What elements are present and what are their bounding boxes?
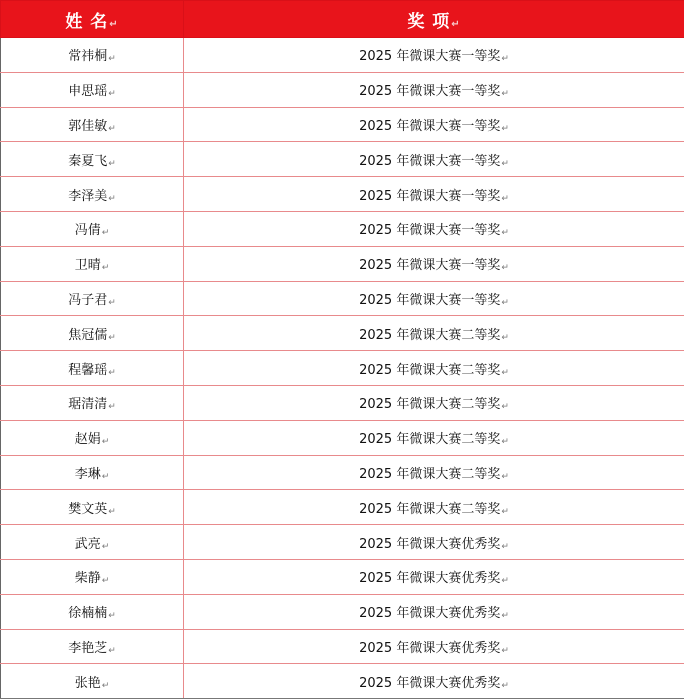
award-cell: [184, 211, 684, 246]
name-cell: [1, 420, 184, 455]
award-text: 2025 年微课大赛优秀奖: [359, 640, 501, 656]
paragraph-mark-icon: ↵: [501, 541, 509, 552]
name-cell: [1, 490, 184, 525]
name-cell: [1, 177, 184, 212]
table-row: [1, 420, 684, 455]
paragraph-mark-icon: ↵: [501, 611, 509, 622]
table-row: [1, 351, 684, 386]
award-column-header: [184, 1, 684, 38]
award-cell: [184, 246, 684, 281]
paragraph-mark-icon: ↵: [101, 228, 110, 239]
name-cell: [1, 455, 184, 490]
award-cell: [184, 351, 684, 386]
paragraph-mark-icon: ↵: [501, 193, 509, 204]
award-cell: [184, 107, 684, 142]
table-row: [1, 142, 684, 177]
winner-name: 焦冠儒: [68, 327, 108, 343]
award-text: 2025 年微课大赛二等奖: [359, 466, 501, 482]
winner-name: 柴静: [74, 571, 101, 587]
name-column-header: [1, 1, 184, 38]
winner-name: 程馨瑶: [68, 362, 108, 378]
table-row: [1, 246, 684, 281]
name-cell: [1, 385, 184, 420]
award-text: 2025 年微课大赛一等奖: [359, 223, 501, 239]
award-text: 2025 年微课大赛一等奖: [359, 118, 501, 134]
award-cell: [184, 455, 684, 490]
winner-name: 赵娟: [74, 432, 101, 448]
award-cell: [184, 420, 684, 455]
paragraph-mark-icon: ↵: [501, 158, 509, 169]
paragraph-mark-icon: ↵: [108, 158, 116, 169]
award-text: 2025 年微课大赛一等奖: [359, 292, 501, 308]
paragraph-mark-icon: ↵: [101, 263, 110, 274]
winner-name: 李艳芝: [68, 640, 108, 656]
paragraph-mark-icon: ↵: [108, 89, 116, 100]
paragraph-mark-icon: ↵: [101, 576, 110, 587]
paragraph-mark-icon: ↵: [101, 471, 110, 482]
paragraph-mark-icon: ↵: [501, 506, 509, 517]
paragraph-mark-icon: ↵: [108, 332, 116, 343]
winner-name: 冯子君: [68, 292, 108, 308]
paragraph-mark-icon: ↵: [101, 541, 110, 552]
winner-name: 徐楠楠: [68, 606, 108, 622]
award-cell: [184, 664, 684, 699]
paragraph-mark-icon: ↵: [501, 123, 509, 134]
table-row: [1, 72, 684, 107]
award-header-label: 奖 项: [407, 11, 451, 32]
name-cell: [1, 525, 184, 560]
winner-name: 琚清清: [68, 397, 108, 413]
paragraph-mark-icon: ↵: [501, 576, 509, 587]
table-row: [1, 177, 684, 212]
name-cell: [1, 351, 184, 386]
winner-name: 李琳: [74, 466, 101, 482]
name-cell: [1, 211, 184, 246]
award-text: 2025 年微课大赛二等奖: [359, 327, 501, 343]
paragraph-mark-icon: ↵: [108, 297, 116, 308]
award-cell: [184, 525, 684, 560]
paragraph-mark-icon: ↵: [501, 89, 509, 100]
paragraph-mark-icon: ↵: [501, 645, 509, 656]
name-cell: [1, 142, 184, 177]
name-cell: [1, 107, 184, 142]
award-cell: [184, 177, 684, 212]
paragraph-mark-icon: ↵: [108, 193, 116, 204]
name-cell: [1, 664, 184, 699]
paragraph-mark-icon: ↵: [108, 506, 116, 517]
paragraph-mark-icon: ↵: [101, 437, 110, 448]
award-text: 2025 年微课大赛一等奖: [359, 49, 501, 65]
table-row: [1, 629, 684, 664]
winner-name: 卫晴: [74, 258, 101, 274]
paragraph-mark-icon: ↵: [501, 263, 509, 274]
winner-name: 武亮: [74, 536, 101, 552]
winner-name: 秦夏飞: [68, 153, 108, 169]
header-row: [1, 1, 684, 38]
name-cell: [1, 629, 184, 664]
paragraph-mark-icon: ↵: [108, 645, 116, 656]
award-text: 2025 年微课大赛二等奖: [359, 501, 501, 517]
table-row: [1, 385, 684, 420]
award-cell: [184, 72, 684, 107]
award-cell: [184, 629, 684, 664]
table-body: [1, 38, 684, 699]
paragraph-mark-icon: ↵: [451, 18, 461, 30]
award-text: 2025 年微课大赛一等奖: [359, 258, 501, 274]
award-text: 2025 年微课大赛一等奖: [359, 153, 501, 169]
paragraph-mark-icon: ↵: [108, 367, 116, 378]
table-row: [1, 559, 684, 594]
award-cell: [184, 559, 684, 594]
paragraph-mark-icon: ↵: [501, 402, 509, 413]
name-cell: [1, 246, 184, 281]
winner-name: 樊文英: [68, 501, 108, 517]
paragraph-mark-icon: ↵: [108, 611, 116, 622]
table-row: [1, 455, 684, 490]
award-cell: [184, 316, 684, 351]
name-cell: [1, 316, 184, 351]
winner-name: 冯倩: [74, 223, 101, 239]
paragraph-mark-icon: ↵: [501, 367, 509, 378]
table-row: [1, 211, 684, 246]
paragraph-mark-icon: ↵: [501, 471, 509, 482]
paragraph-mark-icon: ↵: [501, 54, 509, 65]
table-row: [1, 38, 684, 73]
award-text: 2025 年微课大赛二等奖: [359, 362, 501, 378]
award-text: 2025 年微课大赛二等奖: [359, 432, 501, 448]
name-cell: [1, 281, 184, 316]
table-row: [1, 490, 684, 525]
winner-name: 申思瑶: [68, 84, 108, 100]
award-text: 2025 年微课大赛二等奖: [359, 397, 501, 413]
award-text: 2025 年微课大赛一等奖: [359, 84, 501, 100]
table-row: [1, 664, 684, 699]
paragraph-mark-icon: ↵: [108, 54, 116, 65]
award-cell: [184, 490, 684, 525]
award-cell: [184, 594, 684, 629]
table-row: [1, 525, 684, 560]
paragraph-mark-icon: ↵: [501, 297, 509, 308]
award-text: 2025 年微课大赛优秀奖: [359, 536, 501, 552]
winner-name: 常祎桐: [68, 49, 108, 65]
award-cell: [184, 385, 684, 420]
award-cell: [184, 38, 684, 73]
paragraph-mark-icon: ↵: [109, 18, 119, 30]
name-cell: [1, 38, 184, 73]
award-text: 2025 年微课大赛优秀奖: [359, 675, 501, 691]
award-text: 2025 年微课大赛优秀奖: [359, 606, 501, 622]
name-cell: [1, 72, 184, 107]
winner-name: 郭佳敏: [68, 118, 108, 134]
winner-name: 张艳: [74, 675, 101, 691]
award-cell: [184, 281, 684, 316]
winner-name: 李泽美: [68, 188, 108, 204]
name-cell: [1, 559, 184, 594]
table-row: [1, 316, 684, 351]
table-row: [1, 107, 684, 142]
paragraph-mark-icon: ↵: [501, 680, 509, 691]
award-text: 2025 年微课大赛优秀奖: [359, 571, 501, 587]
name-header-label: 姓 名: [65, 11, 109, 32]
paragraph-mark-icon: ↵: [101, 680, 110, 691]
paragraph-mark-icon: ↵: [108, 402, 116, 413]
paragraph-mark-icon: ↵: [501, 332, 509, 343]
award-text: 2025 年微课大赛一等奖: [359, 188, 501, 204]
table-row: [1, 281, 684, 316]
name-cell: [1, 594, 184, 629]
award-cell: [184, 142, 684, 177]
paragraph-mark-icon: ↵: [108, 123, 116, 134]
table-row: [1, 594, 684, 629]
paragraph-mark-icon: ↵: [501, 437, 509, 448]
paragraph-mark-icon: ↵: [501, 228, 509, 239]
